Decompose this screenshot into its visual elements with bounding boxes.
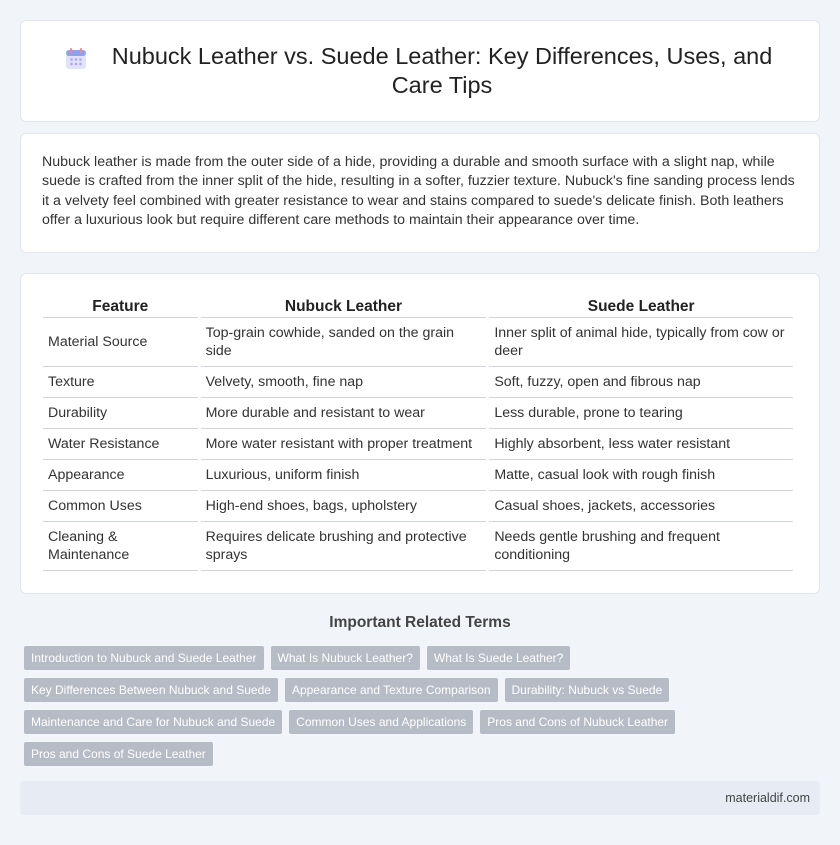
related-term-link[interactable]: What Is Suede Leather? [427, 646, 570, 670]
table-cell: Water Resistance [43, 429, 198, 460]
related-term-link[interactable]: Maintenance and Care for Nubuck and Suede [24, 710, 282, 734]
related-terms-title: Important Related Terms [329, 614, 511, 631]
related-term-link[interactable]: Pros and Cons of Nubuck Leather [480, 710, 675, 734]
page-title: Nubuck Leather vs. Suede Leather: Key Differences, Uses, and Care Tips [111, 43, 773, 98]
table-cell: Appearance [43, 460, 198, 491]
comparison-table [40, 294, 796, 571]
intro-card [20, 133, 820, 253]
table-cell: Luxurious, uniform finish [201, 460, 487, 491]
related-term-link[interactable]: Pros and Cons of Suede Leather [24, 742, 213, 766]
related-term-link[interactable]: Introduction to Nubuck and Suede Leather [24, 646, 264, 670]
footer-site-link[interactable]: materialdif.com [725, 791, 810, 805]
table-cell: More durable and resistant to wear [201, 398, 487, 429]
table-cell: Velvety, smooth, fine nap [201, 367, 487, 398]
calendar-icon [63, 46, 89, 72]
table-row [43, 367, 793, 398]
comparison-card [20, 273, 820, 594]
column-header: Feature [43, 294, 198, 318]
table-cell: Less durable, prone to tearing [489, 398, 793, 429]
related-term-link[interactable]: Durability: Nubuck vs Suede [505, 678, 670, 702]
related-term-link[interactable]: Common Uses and Applications [289, 710, 473, 734]
related-term-link[interactable]: What Is Nubuck Leather? [271, 646, 420, 670]
table-row [43, 522, 793, 571]
table-header-row [43, 294, 793, 318]
table-cell: Needs gentle brushing and frequent conditioning [489, 522, 793, 571]
table-cell: Highly absorbent, less water resistant [489, 429, 793, 460]
table-row [43, 398, 793, 429]
related-term-link[interactable]: Appearance and Texture Comparison [285, 678, 498, 702]
table-row [43, 460, 793, 491]
table-row [43, 429, 793, 460]
table-cell: Soft, fuzzy, open and fibrous nap [489, 367, 793, 398]
table-cell: More water resistant with proper treatment [201, 429, 487, 460]
table-cell: Cleaning & Maintenance [43, 522, 198, 571]
table-cell: Requires delicate brushing and protective sprays [201, 522, 487, 571]
table-cell: Inner split of animal hide, typically from cow or deer [489, 318, 793, 367]
table-row [43, 491, 793, 522]
related-term-link[interactable]: Key Differences Between Nubuck and Suede [24, 678, 278, 702]
footer [20, 781, 820, 815]
table-cell: Top-grain cowhide, sanded on the grain side [201, 318, 487, 367]
intro-paragraph: Nubuck leather is made from the outer side of a hide, providing a durable and smooth surface with a slight nap, while suede is crafted from the inner split of the hide, resulting in a softer, fuzzier texture. Nubuck's fine sanding process lends it a velvety feel combined with greater resistance to wear and stains compared to suede's delicate finish. Both leathers offer a luxurious look but require different care methods to maintain their appearance over time. [42, 154, 795, 229]
related-terms-list [24, 646, 724, 766]
column-header: Nubuck Leather [201, 294, 487, 318]
table-cell: Casual shoes, jackets, accessories [489, 491, 793, 522]
table-cell: Material Source [43, 318, 198, 367]
header-card [20, 20, 820, 122]
table-cell: Common Uses [43, 491, 198, 522]
column-header: Suede Leather [489, 294, 793, 318]
table-cell: Durability [43, 398, 198, 429]
table-row [43, 318, 793, 367]
table-cell: Matte, casual look with rough finish [489, 460, 793, 491]
table-cell: Texture [43, 367, 198, 398]
table-cell: High-end shoes, bags, upholstery [201, 491, 487, 522]
